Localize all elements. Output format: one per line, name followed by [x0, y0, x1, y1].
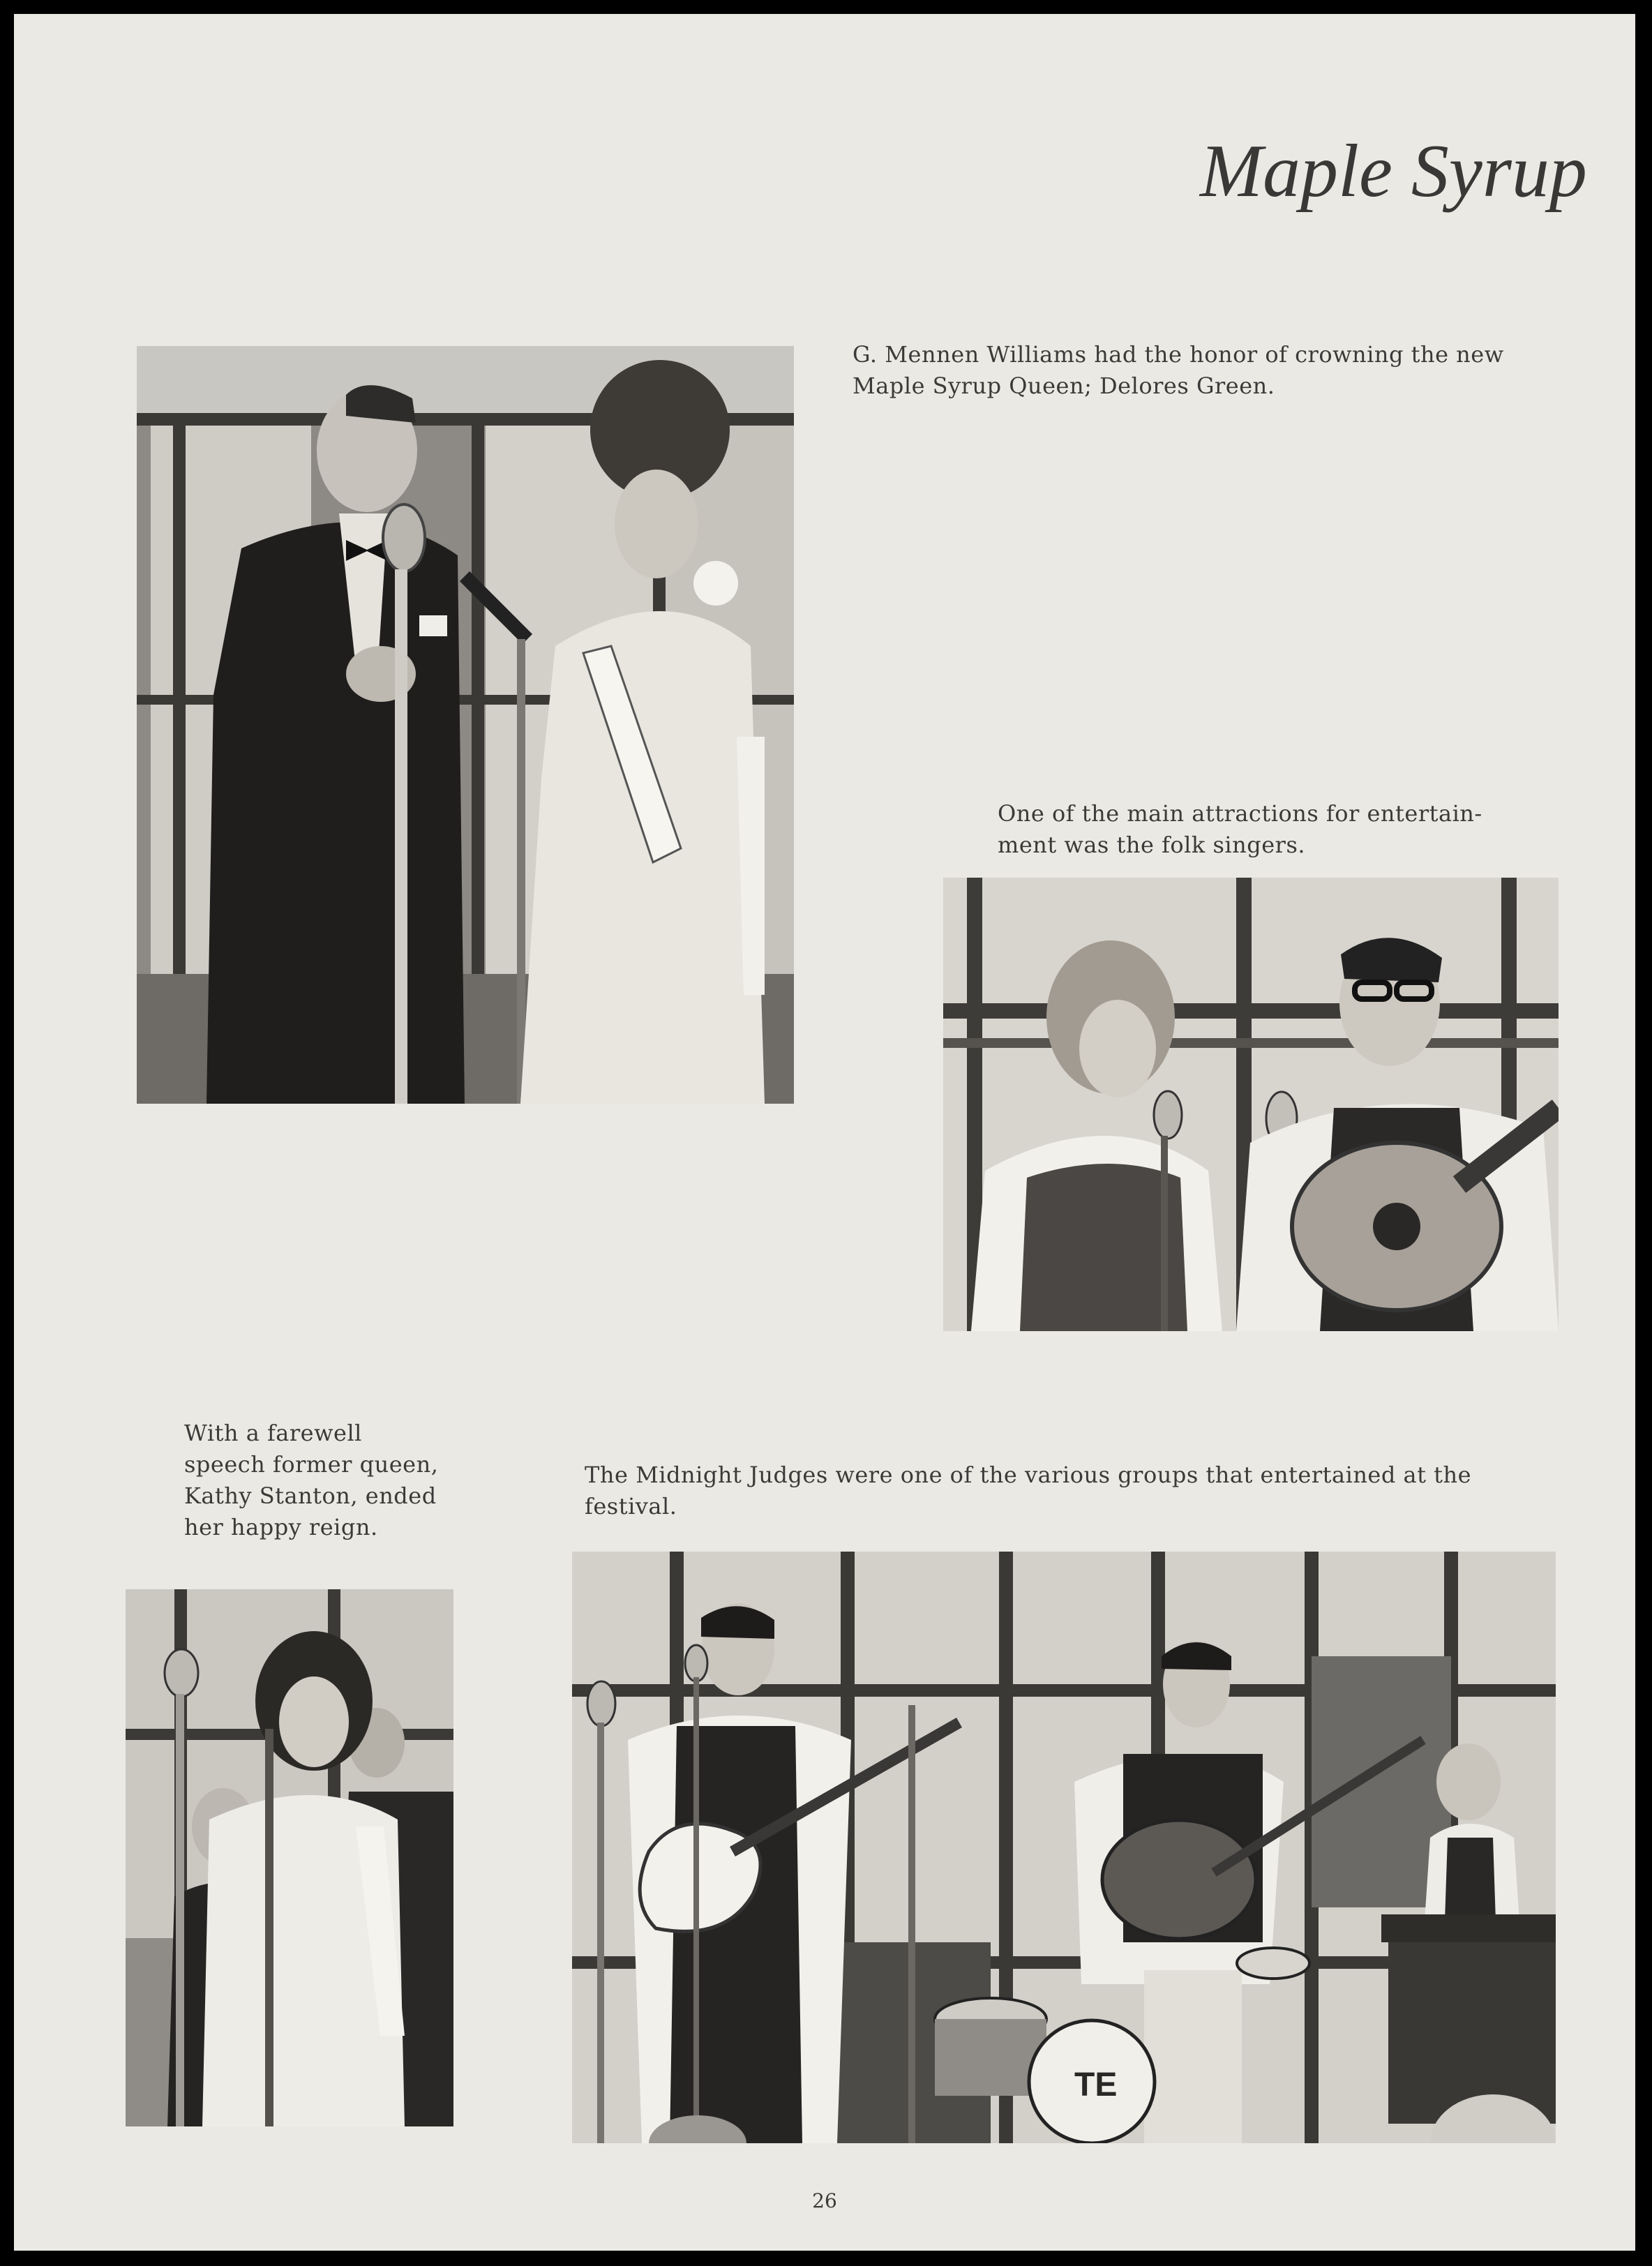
- drum-lettering: TE: [1074, 2066, 1118, 2103]
- yearbook-page: [14, 14, 1635, 2251]
- photo-folk-singers: [943, 878, 1559, 1331]
- page-title: Maple Syrup: [1200, 130, 1587, 213]
- photo-crowning-queen: [137, 346, 794, 1104]
- caption-crowning: G. Mennen Williams had the honor of crowning the new Maple Syrup Queen; Delores Green.: [853, 341, 1504, 399]
- photo-midnight-judges: [572, 1552, 1556, 2143]
- caption-folk-singers: One of the main attractions for entertain-ment was the folk singers.: [998, 800, 1482, 858]
- photo-former-queen: [126, 1589, 453, 2126]
- page-number: 26: [812, 2189, 837, 2212]
- caption-midnight-judges: The Midnight Judges were one of the various groups that entertained at the festival.: [585, 1462, 1472, 1520]
- caption-farewell: With a farewell speech former queen, Kathy Stanton, ended her happy reign.: [184, 1420, 439, 1540]
